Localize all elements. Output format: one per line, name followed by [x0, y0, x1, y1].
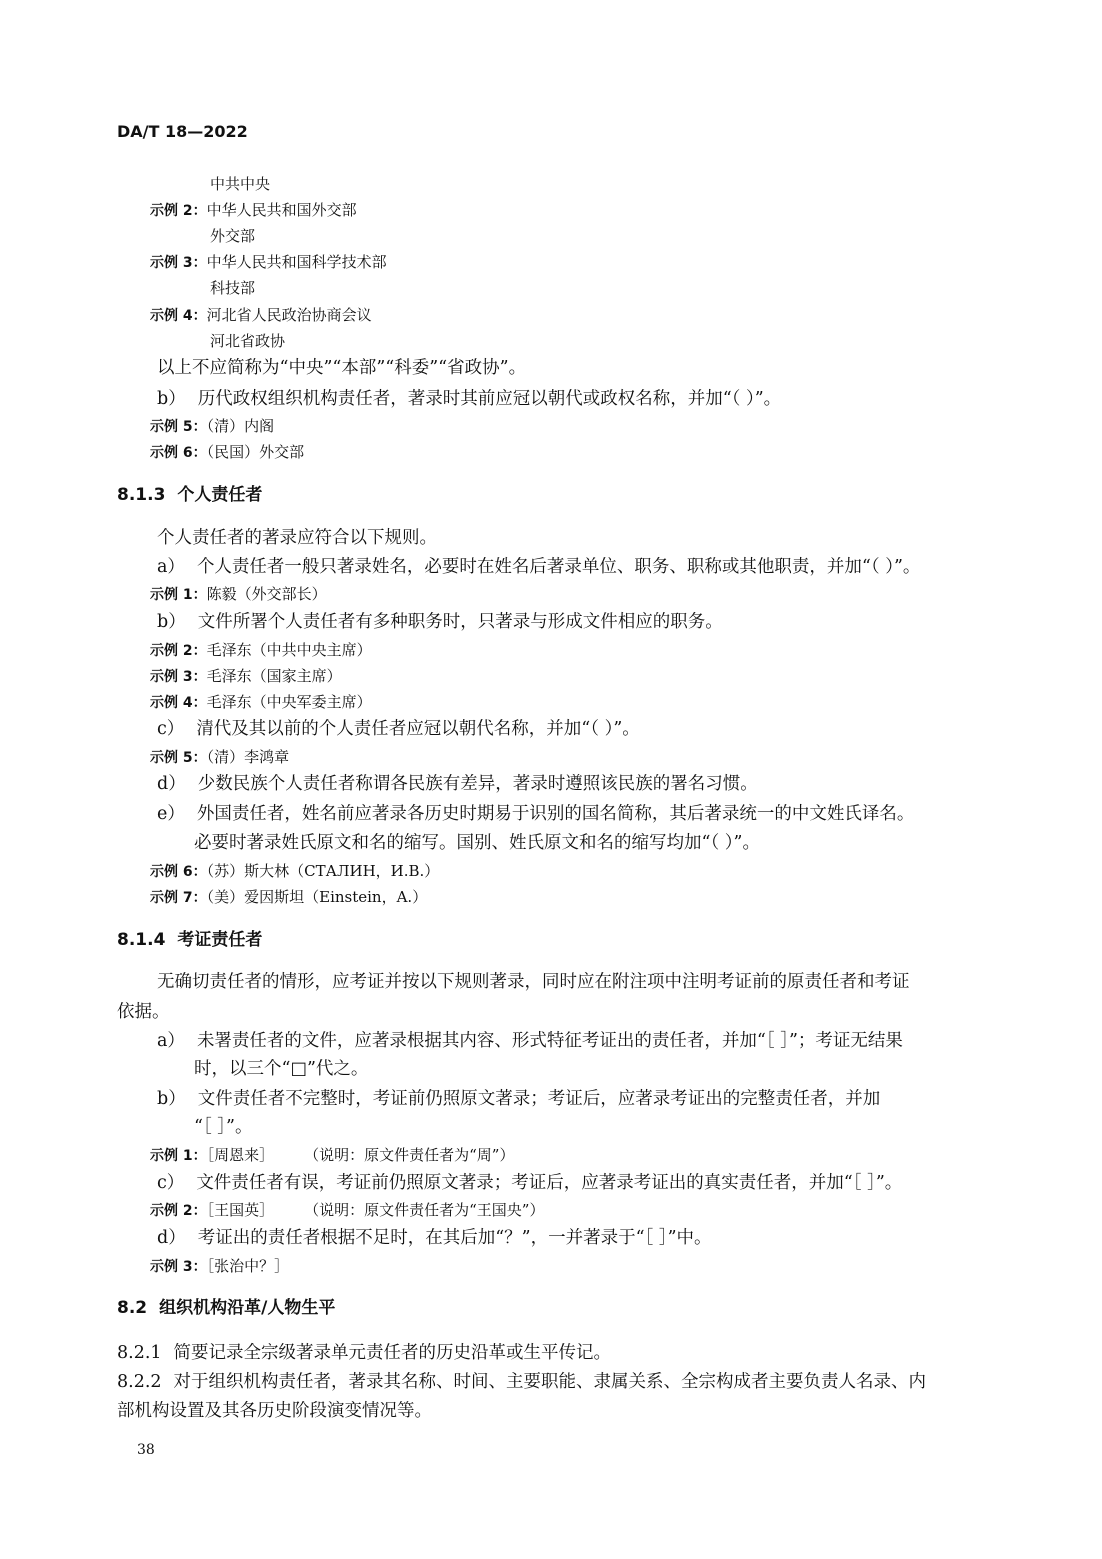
example-label: 示例 1： [150, 1148, 207, 1164]
list-item [157, 806, 914, 824]
clause-text: 对于组织机构责任者，著录其名称、时间、主要职能、隶属关系、全宗构成者主要负责人名录、内 [173, 1372, 927, 1392]
paragraph: 无确切责任者的情形，应考证并按以下规则著录，同时应在附注项中注明考证前的原责任者和考证 [157, 972, 910, 992]
example-label: 示例 3： [150, 255, 207, 271]
list-item [157, 776, 758, 794]
list-marker: a） [157, 557, 185, 577]
list-marker: b） [157, 1089, 186, 1109]
example-label: 示例 7： [150, 890, 207, 906]
example-line [150, 695, 372, 710]
clause [117, 1374, 926, 1392]
example-label: 示例 5： [150, 750, 207, 766]
example-label: 示例 2： [150, 203, 207, 219]
list-text: 文件责任者不完整时，考证前仍照原文著录；考证后，应著录考证出的完整责任者，并加 [197, 1089, 881, 1109]
example-line [150, 864, 439, 879]
example-text: 毛泽东（中共中央主席） [206, 641, 372, 659]
example-line [150, 255, 387, 270]
example-line [150, 1259, 289, 1274]
example-text: （清）内阁 [206, 417, 275, 435]
list-item [157, 614, 723, 632]
list-text: 考证出的责任者根据不足时，在其后加“？”，一并著录于“［ ］”中。 [197, 1228, 712, 1248]
example-text: ［王国英］ [206, 1201, 275, 1219]
clause-text: 简要记录全宗级著录单元责任者的历史沿革或生平传记。 [173, 1343, 612, 1363]
example-text: 中华人民共和国科学技术部 [206, 253, 387, 271]
example-label: 示例 3： [150, 669, 207, 685]
example-line [150, 587, 327, 602]
section-number: 8.2 [117, 1298, 148, 1318]
paragraph-continuation: 依据。 [117, 1002, 170, 1022]
example-line: 中共中央 [210, 175, 271, 193]
example-note: （说明：原文件责任者为“王国央”） [304, 1201, 545, 1219]
section-heading [117, 487, 262, 504]
list-marker: c） [157, 719, 185, 739]
example-line: 河北省政协 [210, 332, 286, 350]
list-item [157, 1091, 880, 1109]
example-line [150, 890, 427, 905]
example-label: 示例 5： [150, 419, 207, 435]
list-continuation: “［ ］”。 [194, 1117, 253, 1137]
clause-number: 8.2.1 [117, 1343, 162, 1363]
example-line [150, 419, 274, 434]
example-line: 科技部 [210, 279, 256, 297]
list-text: 少数民族个人责任者称谓各民族有差异，著录时遵照该民族的署名习惯。 [197, 774, 758, 794]
example-text: 陈毅（外交部长） [206, 585, 327, 603]
example-text: 中华人民共和国外交部 [206, 201, 357, 219]
example-text: 河北省人民政治协商会议 [206, 306, 372, 324]
example-line [150, 308, 372, 323]
standard-number: DA/T 18—2022 [117, 122, 248, 141]
list-continuation: 必要时著录姓氏原文和名的缩写。国别、姓氏原文和名的缩写均加“（ ）”。 [194, 833, 760, 853]
paragraph: 个人责任者的著录应符合以下规则。 [157, 528, 437, 548]
list-text: 历代政权组织机构责任者，著录时其前应冠以朝代或政权名称，并加“（ ）”。 [197, 389, 782, 409]
list-marker: d） [157, 774, 186, 794]
example-text: ［张治中？］ [206, 1257, 290, 1275]
example-line [150, 1203, 544, 1218]
example-label: 示例 3： [150, 1259, 207, 1275]
example-text: （清）李鸿章 [206, 748, 290, 766]
clause-number: 8.2.2 [117, 1372, 162, 1392]
list-item [157, 1033, 903, 1051]
list-item [157, 721, 640, 739]
example-line [150, 445, 304, 460]
section-heading [117, 1300, 335, 1317]
clause [117, 1345, 611, 1363]
example-line [150, 643, 372, 658]
example-label: 示例 2： [150, 643, 207, 659]
example-line [150, 750, 289, 765]
example-text: ［周恩来］ [206, 1146, 275, 1164]
list-marker: b） [157, 612, 186, 632]
page-number: 38 [137, 1442, 155, 1458]
section-number: 8.1.3 [117, 485, 166, 505]
list-marker: d） [157, 1228, 186, 1248]
example-note: （说明：原文件责任者为“周”） [304, 1146, 515, 1164]
section-title: 个人责任者 [177, 485, 263, 505]
list-marker: a） [157, 1031, 185, 1051]
example-text: （美）爱因斯坦（Einstein，A.） [206, 888, 428, 906]
list-text: 文件责任者有误，考证前仍照原文著录；考证后，应著录考证出的真实责任者，并加“［ ］”。 [196, 1173, 903, 1193]
example-label: 示例 1： [150, 587, 207, 603]
example-label: 示例 4： [150, 308, 207, 324]
list-marker: e） [157, 804, 185, 824]
section-title: 组织机构沿革/人物生平 [159, 1298, 336, 1318]
list-marker: b） [157, 389, 186, 409]
list-item [157, 559, 920, 577]
example-line: 外交部 [210, 227, 256, 245]
list-marker: c） [157, 1173, 185, 1193]
paragraph: 以上不应简称为“中央”“本部”“科委”“省政协”。 [157, 358, 527, 378]
example-text: 毛泽东（中央军委主席） [206, 693, 372, 711]
list-item [157, 1230, 712, 1248]
example-text: （苏）斯大林（СТАЛИН，И.В.） [206, 862, 440, 880]
example-line [150, 1148, 514, 1163]
example-label: 示例 6： [150, 864, 207, 880]
section-heading [117, 932, 262, 949]
list-text: 未署责任者的文件，应著录根据其内容、形式特征考证出的责任者，并加“［ ］”；考证无结果 [196, 1031, 903, 1051]
example-label: 示例 2： [150, 1203, 207, 1219]
section-title: 考证责任者 [177, 930, 263, 950]
list-continuation: 时，以三个“□”代之。 [194, 1059, 369, 1079]
example-text: 毛泽东（国家主席） [206, 667, 342, 685]
example-text: （民国）外交部 [206, 443, 305, 461]
example-label: 示例 6： [150, 445, 207, 461]
list-text: 外国责任者，姓名前应著录各历史时期易于识别的国名简称，其后著录统一的中文姓氏译名。 [196, 804, 915, 824]
example-line [150, 669, 342, 684]
section-number: 8.1.4 [117, 930, 166, 950]
list-text: 清代及其以前的个人责任者应冠以朝代名称，并加“（ ）”。 [196, 719, 640, 739]
list-text: 个人责任者一般只著录姓名，必要时在姓名后著录单位、职务、职称或其他职责，并加“（ ）”。 [196, 557, 921, 577]
clause-continuation: 部机构设置及其各历史阶段演变情况等。 [117, 1401, 432, 1421]
list-text: 文件所署个人责任者有多种职务时，只著录与形成文件相应的职务。 [197, 612, 723, 632]
list-item [157, 1175, 902, 1193]
example-label: 示例 4： [150, 695, 207, 711]
list-item [157, 391, 781, 409]
example-line [150, 203, 357, 218]
